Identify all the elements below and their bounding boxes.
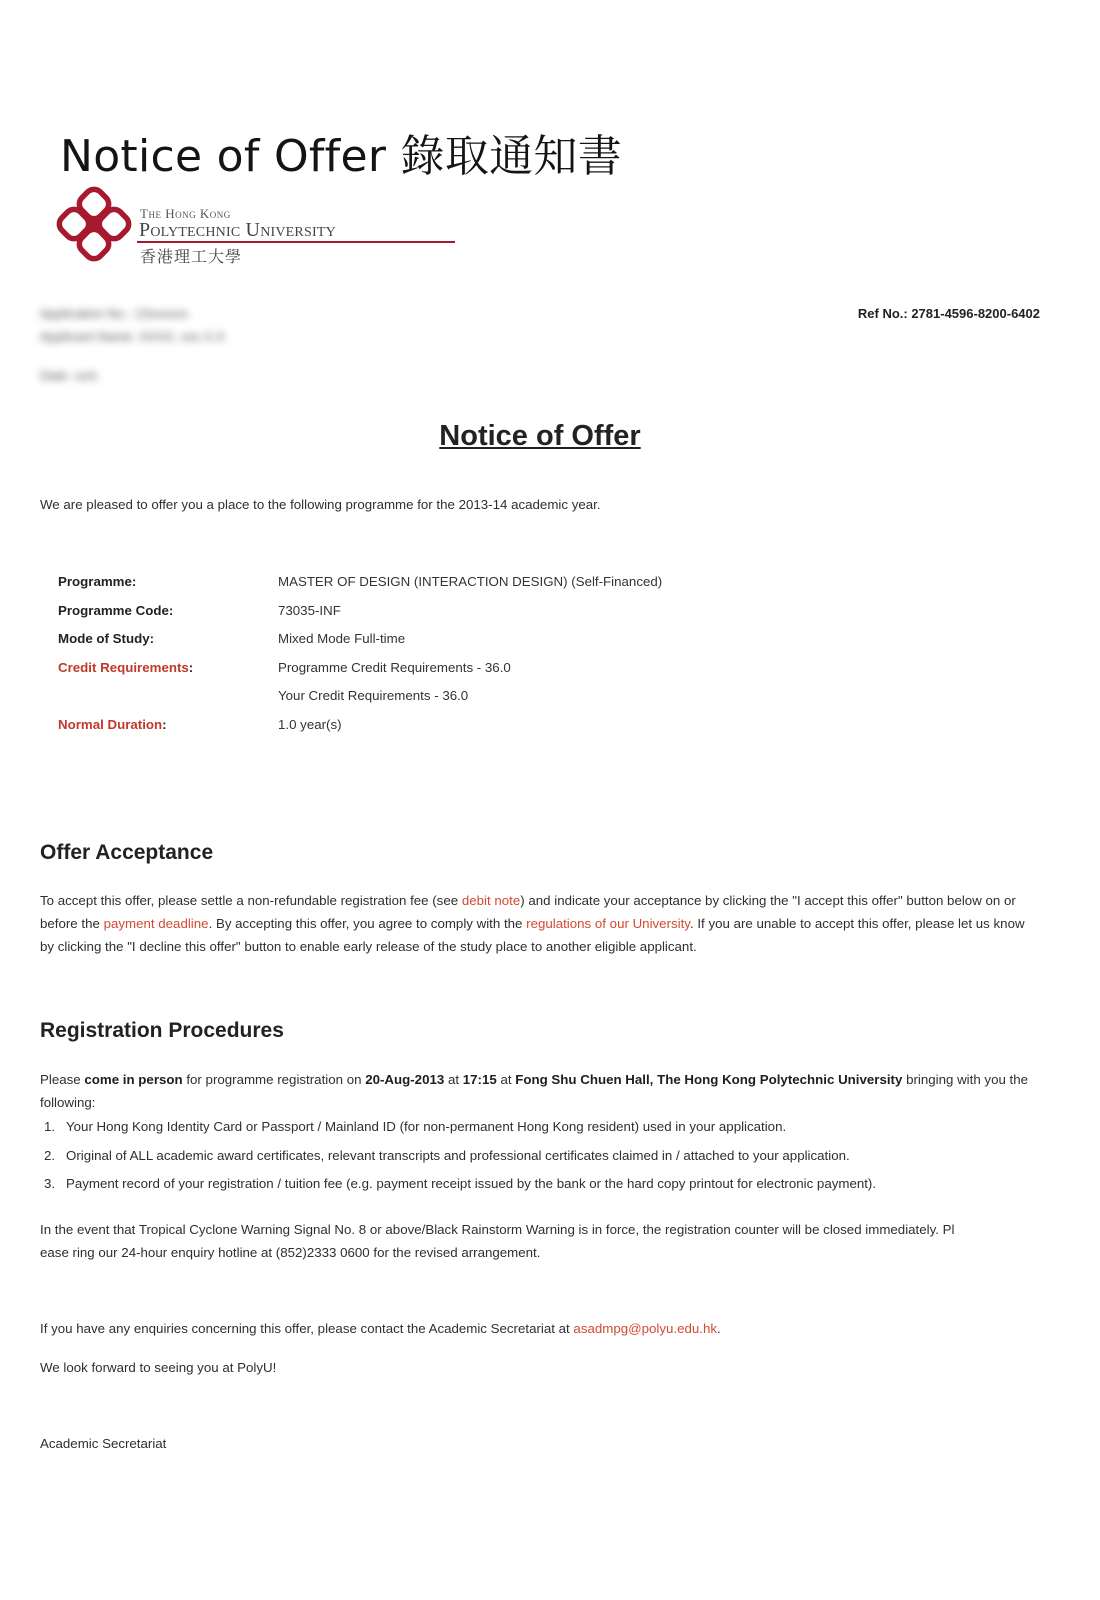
list-item-number: 2.	[44, 1147, 56, 1163]
programme-label: Programme:	[58, 574, 137, 589]
registration-items-list	[40, 1119, 876, 1205]
acceptance-text-4: . If you are unable to accept this offer, please let us know by clicking the "I decline this offer" button to enable early release of the study place to another eligible applicant.	[40, 916, 1025, 954]
applicant-number: Application No.: 13xxxxxx	[40, 306, 189, 321]
list-item	[40, 1119, 876, 1148]
list-item-text: Original of ALL academic award certificates, relevant transcripts and professional certificates claimed in / attached to your application.	[66, 1147, 850, 1163]
list-item-text: Payment record of your registration / tuition fee (e.g. payment receipt issued by the bank or the hard copy printout for electronic payment).	[66, 1176, 877, 1192]
programme-code-label: Programme Code:	[58, 603, 174, 618]
payment-deadline-link[interactable]: payment deadline	[103, 916, 209, 931]
programme-code-value: 73035-INF	[278, 603, 341, 618]
list-item-number: 3.	[44, 1176, 56, 1192]
logo-text-line2: Polytechnic University	[139, 219, 336, 241]
offer-acceptance-text	[40, 889, 1040, 958]
label-colon: :	[188, 660, 194, 675]
registration-text-3: at	[444, 1072, 463, 1087]
registration-text-2: for programme registration on	[182, 1072, 366, 1087]
page-title: Notice of Offer 錄取通知書	[60, 131, 623, 182]
intro-text: We are pleased to offer you a place to the following programme for the 2013-14 academic year.	[40, 497, 601, 512]
mode-of-study-value: Mixed Mode Full-time	[278, 631, 406, 646]
label-colon: :	[162, 717, 167, 732]
email-link[interactable]: asadmpg@polyu.edu.hk	[573, 1321, 718, 1336]
registration-text-1: Please	[40, 1072, 85, 1087]
registration-text	[40, 1068, 1040, 1114]
university-logo	[55, 185, 405, 270]
regulations-link[interactable]: regulations of our University	[526, 916, 690, 931]
reference-number: Ref No.: 2781-4596-8200-6402	[857, 306, 1040, 321]
list-item-text: Your Hong Kong Identity Card or Passport / Mainland ID (for non-permanent Hong Kong resident) used in your application.	[66, 1119, 787, 1134]
enquiry-text-2: .	[717, 1321, 721, 1336]
logo-text-chinese: 香港理工大學	[140, 247, 243, 266]
enquiry-text-1: If you have any enquiries concerning this offer, please contact the Academic Secretariat at	[40, 1321, 574, 1336]
programme-credit-value: Programme Credit Requirements - 36.0	[278, 660, 511, 675]
credit-requirements-label[interactable]	[58, 660, 193, 675]
your-credit-value: Your Credit Requirements - 36.0	[278, 688, 469, 703]
enquiry-text	[40, 1317, 721, 1340]
offer-acceptance-heading: Offer Acceptance	[40, 841, 214, 864]
registration-time: 17:15	[462, 1072, 497, 1087]
notice-heading: Notice of Offer	[439, 420, 641, 452]
normal-duration-label[interactable]	[58, 717, 167, 732]
signature: Academic Secretariat	[40, 1436, 167, 1451]
come-in-person: come in person	[84, 1072, 183, 1087]
storm-warning-line1: In the event that Tropical Cyclone Warning Signal No. 8 or above/Black Rainstorm Warning is in force, the registration counter will be closed immediately. Pl	[40, 1222, 955, 1237]
credit-requirements-link[interactable]: Credit Requirements	[58, 660, 189, 675]
registration-text-4: at	[496, 1072, 516, 1087]
list-item-number: 1.	[44, 1119, 56, 1134]
acceptance-text-2: ) and indicate your acceptance by clicking the "I accept this offer" button below on or before the	[40, 893, 1016, 931]
registration-procedures-heading: Registration Procedures	[40, 1019, 284, 1042]
registration-venue: Fong Shu Chuen Hall, The Hong Kong Polytechnic University	[515, 1072, 903, 1087]
registration-date: 20-Aug-2013	[365, 1072, 445, 1087]
polyu-logo-icon	[55, 185, 137, 267]
mode-of-study-label: Mode of Study:	[58, 631, 155, 646]
list-item	[40, 1148, 876, 1177]
applicant-name: Applicant Name: XXXX, xxx X.X	[40, 329, 225, 344]
acceptance-text-1: To accept this offer, please settle a non-refundable registration fee (see	[40, 893, 462, 908]
debit-note-link[interactable]: debit note	[461, 893, 521, 908]
storm-warning-line2: ease ring our 24-hour enquiry hotline at (852)2333 0600 for the revised arrangement.	[40, 1245, 541, 1260]
normal-duration-value: 1.0 year(s)	[278, 717, 342, 732]
acceptance-text-3: . By accepting this offer, you agree to comply with the	[208, 916, 527, 931]
normal-duration-link[interactable]: Normal Duration	[58, 717, 163, 732]
logo-text-line1: The Hong Kong	[140, 206, 231, 221]
list-item	[40, 1176, 876, 1205]
storm-warning-text	[40, 1218, 1040, 1264]
programme-value: MASTER OF DESIGN (INTERACTION DESIGN) (Self-Financed)	[278, 574, 663, 589]
registration-text-5: bringing with you the following:	[40, 1072, 1029, 1110]
issue-date: Date: xx/x	[40, 368, 98, 383]
closing-text: We look forward to seeing you at PolyU!	[40, 1360, 277, 1375]
logo-rule	[137, 241, 455, 243]
